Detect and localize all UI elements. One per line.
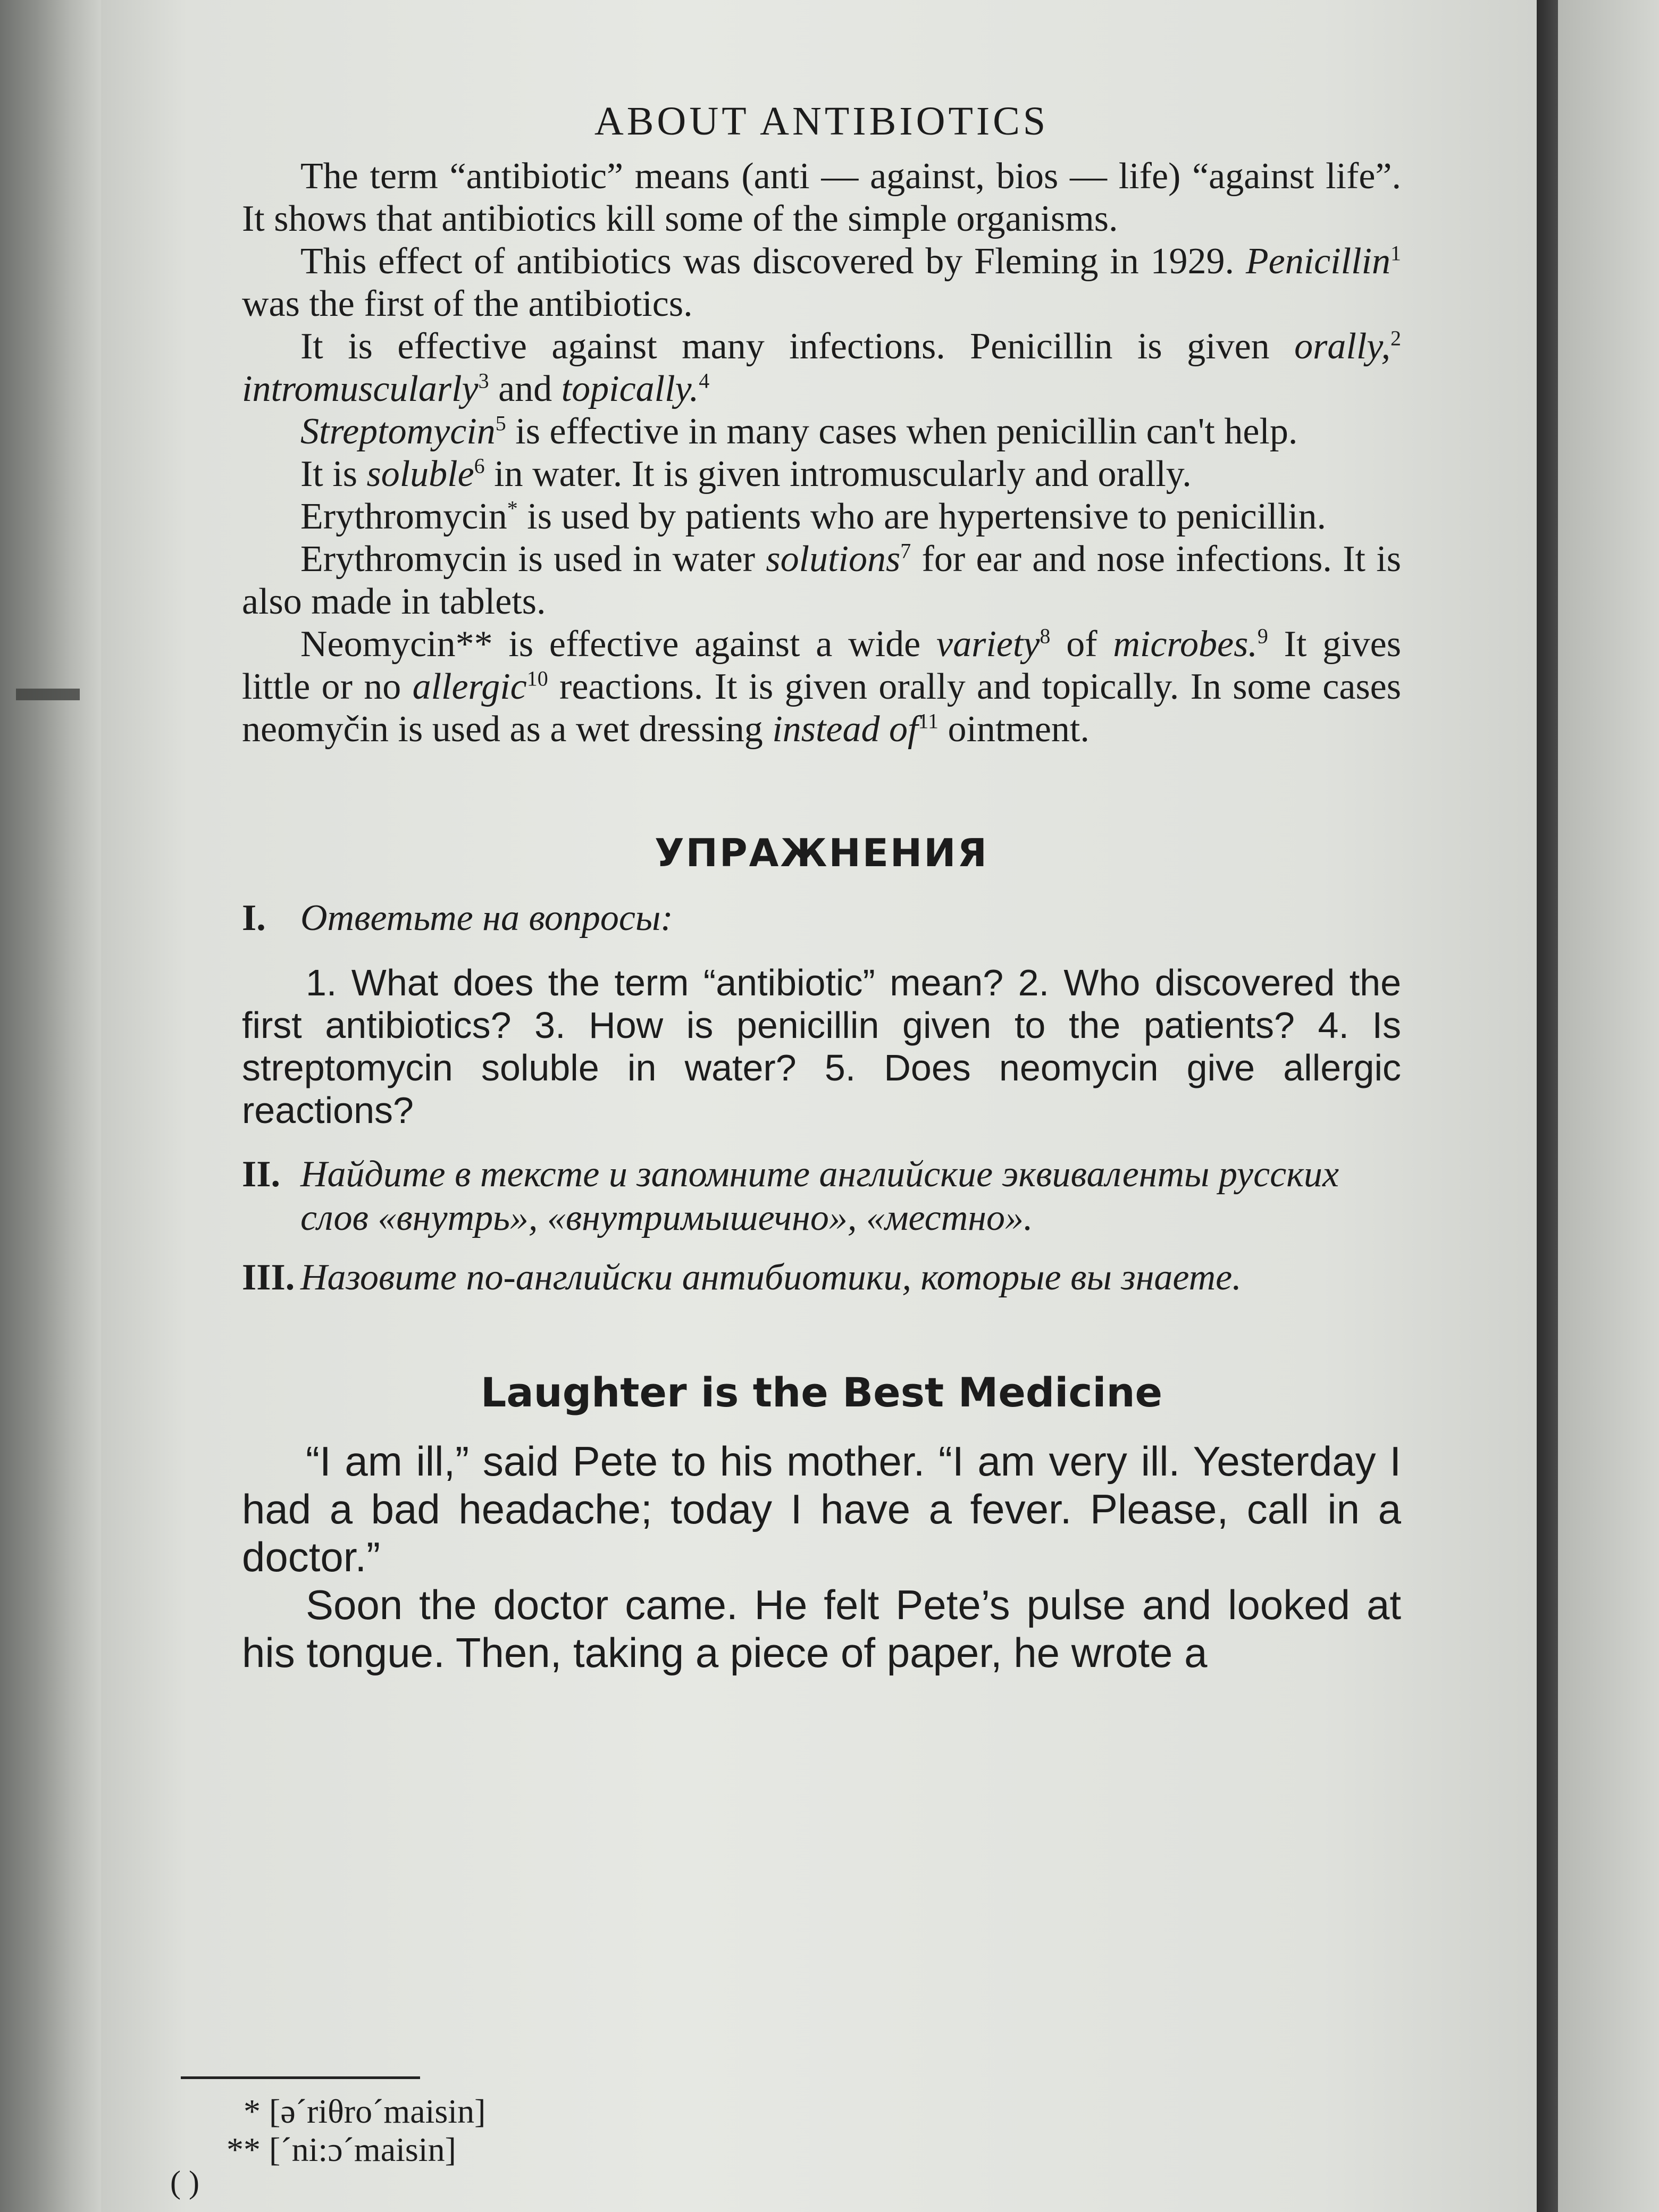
footnote-2 — [223, 2131, 485, 2169]
italic-term: soluble — [366, 454, 474, 495]
story-paragraph-1: “I am ill,” said Pete to his mother. “I am very ill. Yesterday I had a bad headache; today I have a fever. Please, call in a doctor.” — [242, 1438, 1401, 1580]
footnote-ref: 9 — [1257, 624, 1268, 648]
text-run: in water. It is given intromuscularly and orally. — [484, 454, 1192, 495]
article-paragraph — [242, 325, 1401, 410]
footnote-ref: 4 — [699, 368, 710, 393]
book-binding-left — [0, 0, 101, 2212]
italic-term: variety — [936, 624, 1040, 665]
story-paragraph-2: Soon the doctor came. He felt Pete’s pulse and looked at his tongue. Then, taking a piece of paper, he wrote a — [242, 1581, 1401, 1676]
text-run: It is effective against many infections. Penicillin is given — [300, 326, 1295, 367]
page-number: ( ) — [170, 2165, 199, 2200]
italic-term: intromuscularly — [242, 368, 479, 409]
text-run: of — [1050, 624, 1113, 665]
exercise-3-instruction: Назовите по-английски антибиотики, которые вы знаете. — [300, 1257, 1242, 1298]
italic-term: instead of — [772, 709, 918, 750]
text-run: The term “antibiotic” means (anti — against, bios — life) “against life”. It shows that antibiotics kill some of the simple organisms. — [242, 156, 1401, 239]
exercise-1-number: I. — [242, 898, 266, 939]
text-run: is effective in many cases when penicillin can't help. — [506, 411, 1298, 452]
italic-term: topically. — [561, 368, 699, 409]
text-run: Neomycin** is effective against a wide — [300, 624, 937, 665]
binding-mark — [16, 689, 80, 700]
footnote-ref: 10 — [526, 666, 548, 691]
footnotes — [223, 2092, 485, 2169]
article-paragraph — [242, 410, 1401, 453]
italic-term: Penicillin — [1245, 241, 1390, 282]
italic-term: solutions — [766, 539, 901, 580]
footnote-ref: 11 — [918, 709, 939, 733]
footnote-1-text: [ə´riθro´maisin] — [269, 2092, 486, 2130]
italic-term: Streptomycin — [300, 411, 496, 452]
footnote-2-text: [´ni:ɔ´maisin] — [269, 2131, 456, 2168]
text-run: was the first of the antibiotics. — [242, 283, 693, 324]
article-paragraph — [242, 623, 1401, 751]
footnote-2-mark: ** — [227, 2131, 261, 2168]
text-run: Erythromycin is used in water — [300, 539, 766, 580]
article-body — [242, 155, 1401, 751]
italic-term: allergic — [412, 666, 527, 707]
italic-term: microbes. — [1113, 624, 1258, 665]
article-paragraph — [242, 453, 1401, 496]
exercise-2-instruction: Найдите в тексте и запомните английские эквиваленты русских слов «внутрь», «внутримышечно», «местно». — [300, 1154, 1339, 1238]
article-paragraph — [242, 155, 1401, 240]
page-edge-shadow — [1537, 0, 1558, 2212]
footnote-ref: 7 — [900, 539, 911, 563]
exercise-2-number: II. — [242, 1154, 280, 1195]
article-title: ABOUT ANTIBIOTICS — [594, 99, 1049, 144]
text-run: for ear and nose infections. It is also made in tablets. — [242, 539, 1401, 622]
italic-term: orally, — [1294, 326, 1390, 367]
text-run: is used by patients who are hypertensive to penicillin. — [517, 496, 1327, 537]
footnote-ref: 8 — [1040, 624, 1051, 648]
article-paragraph — [242, 240, 1401, 325]
background-surface — [1558, 0, 1659, 2212]
footnote-ref: 3 — [478, 368, 489, 393]
exercise-1-instruction: Ответьте на вопросы: — [300, 898, 673, 939]
text-run: This effect of antibiotics was discovered by Fleming in 1929. — [300, 241, 1246, 282]
text-run: It is — [300, 454, 367, 495]
footnote-ref: 2 — [1390, 326, 1401, 350]
exercise-3-number: III. — [242, 1257, 295, 1298]
article-paragraph — [242, 538, 1401, 623]
exercise-2 — [242, 1153, 1401, 1240]
exercise-1 — [242, 896, 1401, 940]
footnote-ref: 6 — [474, 454, 485, 478]
text-run: It gives little or no — [242, 624, 1401, 707]
exercise-1-questions: 1. What does the term “antibiotic” mean? 2. Who discovered the first antibiotics? 3. How is penicillin given to the patients? 4. Is streptomycin soluble in water? 5. Does neomycin give allergic reactions? — [242, 962, 1401, 1131]
footnote-ref: * — [507, 496, 518, 521]
footnote-divider — [181, 2076, 420, 2079]
footnote-1-mark: * — [244, 2092, 261, 2130]
page-content — [242, 98, 1401, 1677]
text-run: and — [489, 368, 562, 409]
text-run: ointment. — [938, 709, 1090, 750]
footnote-ref: 1 — [1390, 241, 1401, 265]
footnote-ref: 5 — [495, 411, 506, 435]
article-paragraph — [242, 496, 1401, 538]
footnote-1 — [223, 2092, 485, 2131]
exercise-3 — [242, 1256, 1401, 1300]
text-run: reactions. It is given orally and topically. In some cases neomyčin is used as a wet dressing — [242, 666, 1401, 750]
story-title: Laughter is the Best Medicine — [480, 1369, 1163, 1416]
exercises-heading: УПРАЖНЕНИЯ — [655, 831, 988, 875]
text-run: Erythromycin — [300, 496, 507, 537]
